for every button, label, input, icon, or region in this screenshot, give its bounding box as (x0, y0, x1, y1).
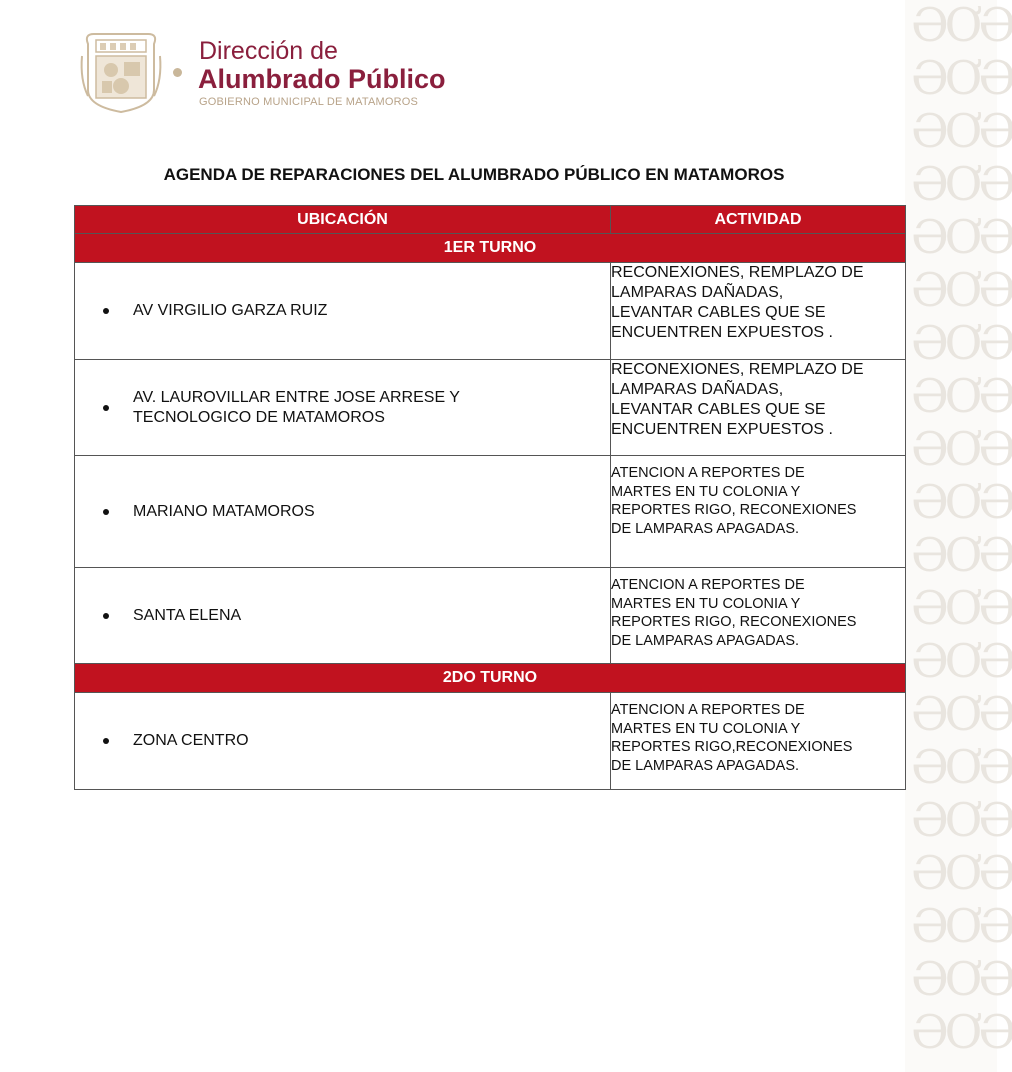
activity-cell: ATENCION A REPORTES DE MARTES EN TU COLONIA Y REPORTES RIGO,RECONEXIONES DE LAMPARAS APAGADAS. (611, 693, 906, 790)
municipal-seal-icon (78, 26, 164, 114)
table-row (75, 456, 906, 568)
bullet-icon (103, 509, 109, 515)
table-row (75, 263, 906, 360)
location-cell (75, 568, 611, 664)
activity-cell: RECONEXIONES, REMPLAZO DE LAMPARAS DAÑADAS, LEVANTAR CABLES QUE SE ENCUENTREN EXPUESTOS . (611, 360, 906, 456)
table-header-row (75, 206, 906, 234)
logo-line1: Dirección de (199, 37, 338, 65)
header-activity: ACTIVIDAD (611, 206, 906, 234)
location-text: SANTA ELENA (133, 606, 242, 624)
location-cell (75, 360, 611, 456)
agenda-table (74, 205, 906, 790)
header-location: UBICACIÓN (75, 206, 611, 234)
activity-cell: ATENCION A REPORTES DE MARTES EN TU COLONIA Y REPORTES RIGO, RECONEXIONES DE LAMPARAS APAGADAS. (611, 568, 906, 664)
table-row (75, 568, 906, 664)
location-text: ZONA CENTRO (133, 732, 249, 749)
shift-row (75, 664, 906, 693)
page-header (78, 26, 498, 121)
location-text: AV. LAUROVILLAR ENTRE JOSE ARRESE Y TECNOLOGICO DE MATAMOROS (133, 388, 460, 426)
table-row (75, 360, 906, 456)
logo-separator-dot (173, 68, 182, 77)
location-text: MARIANO MATAMOROS (133, 502, 315, 520)
shift-row (75, 234, 906, 263)
shift-label: 1ER TURNO (75, 234, 906, 263)
location-text: AV VIRGILIO GARZA RUIZ (133, 302, 328, 319)
location-cell (75, 263, 611, 360)
table-row (75, 693, 906, 790)
activity-cell: ATENCION A REPORTES DE MARTES EN TU COLONIA Y REPORTES RIGO, RECONEXIONES DE LAMPARAS APAGADAS. (611, 456, 906, 568)
bullet-icon (103, 738, 109, 744)
logo-line3: GOBIERNO MUNICIPAL DE MATAMOROS (199, 96, 419, 108)
shift-label: 2DO TURNO (75, 664, 906, 693)
activity-cell: RECONEXIONES, REMPLAZO DE LAMPARAS DAÑADAS, LEVANTAR CABLES QUE SE ENCUENTREN EXPUESTOS . (611, 263, 906, 360)
decorative-side-pattern: ƏƠƏ ƏƠƏ ƏƠƏ ƏƠƏ ƏƠƏ ƏƠƏ ƏƠƏ ƏƠƏ ƏƠƏ ƏƠƏ ƏƠƏ ƏƠƏ ƏƠƏ ƏƠƏ ƏƠƏ ƏƠƏ ƏƠƏ ƏƠƏ ƏƠƏ ƏƠƏ (905, 0, 997, 1072)
location-cell (75, 456, 611, 568)
bullet-icon (103, 308, 109, 314)
location-cell (75, 693, 611, 790)
document-title: AGENDA DE REPARACIONES DEL ALUMBRADO PÚBLICO EN MATAMOROS (163, 165, 785, 184)
bullet-icon (103, 613, 109, 619)
logo-line2: Alumbrado Público (198, 64, 446, 94)
bullet-icon (103, 405, 109, 411)
